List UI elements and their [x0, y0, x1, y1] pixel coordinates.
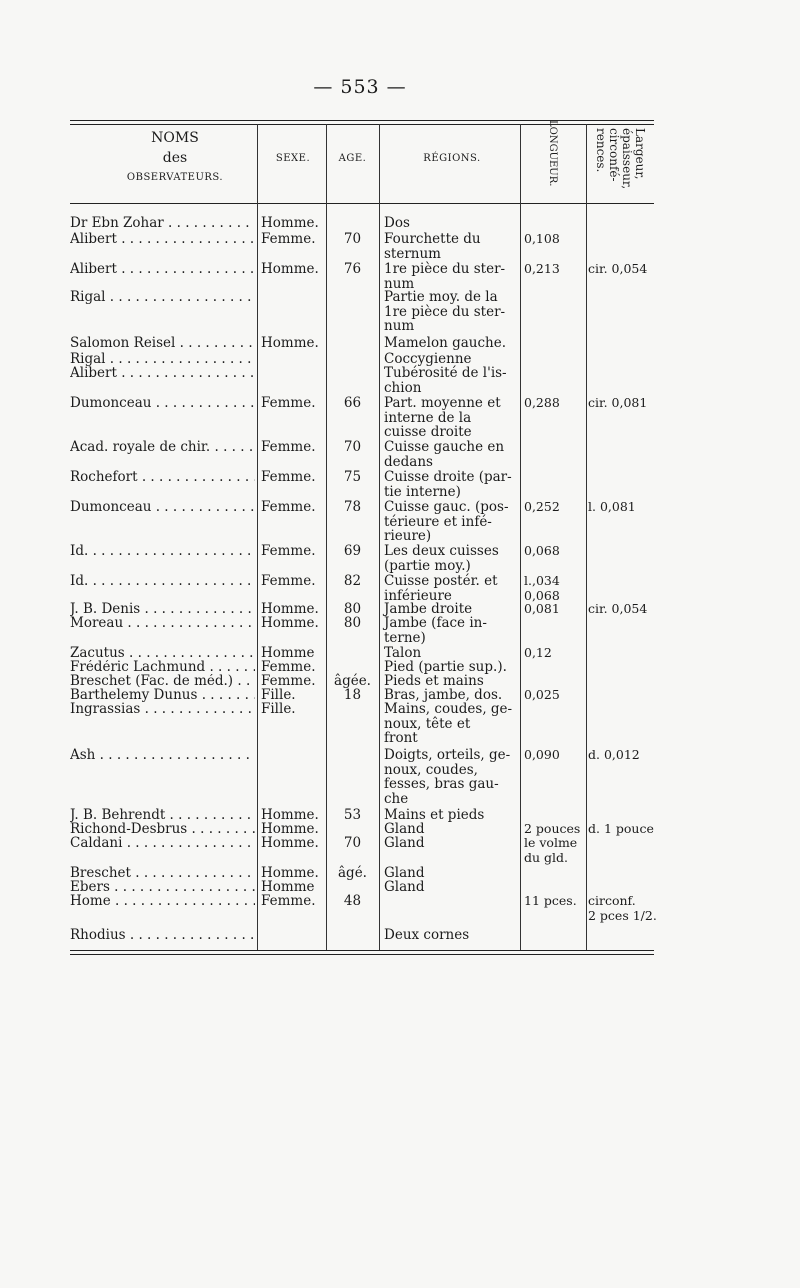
table-cell-longueur: 0,081	[524, 601, 560, 616]
table-cell-region: Cuisse droite (par- tie interne)	[384, 469, 512, 500]
table-cell-largeur: cir. 0,054	[588, 601, 648, 616]
table-cell-observer: Dumonceau . . .	[70, 396, 255, 411]
table-cell-longueur: 0,213	[524, 261, 560, 276]
table-cell-region: Gland	[384, 865, 425, 881]
table-bottom-rule	[70, 950, 654, 951]
table-cell-age: âgée.	[334, 673, 371, 689]
table-top-rule	[70, 120, 654, 121]
table-cell-longueur: 11 pces.	[524, 893, 577, 908]
table-cell-longueur: 0,068	[524, 543, 560, 558]
table-cell-sexe: Femme.	[261, 231, 316, 247]
column-divider	[520, 124, 521, 950]
table-cell-observer: Ebers . . .	[70, 880, 255, 895]
table-cell-observer: Id. . . .	[70, 574, 255, 589]
table-cell-sexe: Femme.	[261, 573, 316, 589]
table-cell-observer: Dr Ebn Zohar . . .	[70, 216, 255, 231]
table-cell-observer: Zacutus . . .	[70, 646, 255, 661]
table-cell-observer: Ash . . .	[70, 748, 255, 763]
table-cell-observer: Rochefort . . .	[70, 470, 255, 485]
table-cell-longueur: 0,288	[524, 395, 560, 410]
column-divider	[586, 124, 587, 950]
table-cell-largeur: cir. 0,054	[588, 261, 648, 276]
table-cell-longueur: 0,12	[524, 645, 552, 660]
table-cell-longueur: l.,034 0,068	[524, 573, 560, 603]
table-cell-sexe: Homme.	[261, 821, 319, 837]
table-cell-longueur: le volme du gld.	[524, 835, 578, 865]
table-cell-region: Cuisse gauche en dedans	[384, 439, 505, 470]
table-cell-sexe: Homme	[261, 879, 315, 895]
table-cell-region: Gland	[384, 879, 425, 895]
table-cell-region: Gland	[384, 835, 425, 851]
table-cell-region: Jambe (face in- terne)	[384, 615, 487, 646]
table-cell-sexe: Homme	[261, 645, 315, 661]
table-cell-observer: Moreau . . .	[70, 616, 255, 631]
table-cell-sexe: Homme.	[261, 865, 319, 881]
table-cell-region: Fourchette du sternum	[384, 231, 481, 262]
table-cell-sexe: Fille.	[261, 701, 296, 717]
table-cell-region: Cuisse postér. et inférieure	[384, 573, 498, 604]
table-cell-longueur: 0,090	[524, 747, 560, 762]
table-cell-age: 18	[343, 687, 362, 703]
table-cell-region: Coccygienne	[384, 351, 472, 367]
table-cell-observer: Salomon Reisel . . .	[70, 336, 255, 351]
table-bottom-rule-outer	[70, 954, 654, 955]
header-age: AGE.	[338, 153, 367, 164]
table-cell-observer: Id. . . .	[70, 544, 255, 559]
table-cell-region: Jambe droite	[384, 601, 473, 617]
table-cell-longueur: 0,108	[524, 231, 560, 246]
table-cell-region: Mains et pieds	[384, 807, 485, 823]
table-cell-region: 1re pièce du ster- num	[384, 261, 506, 292]
table-cell-age: âgé.	[338, 865, 367, 881]
table-cell-observer: Rigal . . .	[70, 290, 255, 305]
table-cell-sexe: Homme.	[261, 835, 319, 851]
table-cell-sexe: Homme.	[261, 615, 319, 631]
table-cell-observer: Barthelemy Dunus . . .	[70, 688, 255, 703]
table-cell-largeur: circonf. 2 pces 1/2.	[588, 893, 657, 923]
table-cell-region: Pied (partie sup.).	[384, 659, 507, 675]
table-cell-largeur: l. 0,081	[588, 499, 636, 514]
table-cell-observer: Alibert . . .	[70, 232, 255, 247]
table-cell-region: Mains, coudes, ge- noux, tête et front	[384, 701, 513, 746]
table-cell-age: 48	[343, 893, 362, 909]
header-noms-line2: des	[162, 150, 188, 166]
table-cell-sexe: Femme.	[261, 543, 316, 559]
table-cell-age: 76	[343, 261, 362, 277]
table-cell-age: 80	[343, 601, 362, 617]
table-cell-sexe: Homme.	[261, 601, 319, 617]
table-cell-observer: Breschet . . .	[70, 866, 255, 881]
table-cell-region: Dos	[384, 215, 410, 231]
table-cell-region: Talon	[384, 645, 422, 661]
table-cell-longueur: 0,025	[524, 687, 560, 702]
table-cell-age: 69	[343, 543, 362, 559]
table-cell-region: Part. moyenne et interne de la cuisse droite	[384, 395, 501, 440]
table-cell-sexe: Femme.	[261, 893, 316, 909]
header-noms	[95, 128, 255, 188]
table-cell-sexe: Fille.	[261, 687, 296, 703]
page-number: — 553 —	[313, 76, 407, 98]
table-cell-largeur: d. 1 pouce	[588, 821, 654, 836]
table-cell-region: Doigts, orteils, ge- noux, coudes, fesses, bras gau- che	[384, 747, 511, 807]
table-cell-observer: Rhodius . . .	[70, 928, 255, 943]
table-cell-age: 70	[343, 835, 362, 851]
table-cell-observer: Alibert . . .	[70, 262, 255, 277]
header-noms-line3: OBSERVATEURS.	[126, 172, 224, 183]
table-cell-sexe: Femme.	[261, 673, 316, 689]
table-cell-region: Tubérosité de l'is- chion	[384, 365, 507, 396]
table-cell-region: Mamelon gauche.	[384, 335, 507, 351]
table-cell-age: 80	[343, 615, 362, 631]
table-cell-observer: Dumonceau . . .	[70, 500, 255, 515]
column-divider	[326, 124, 327, 950]
table-cell-observer: Caldani . . .	[70, 836, 255, 851]
header-bottom-rule	[70, 203, 654, 204]
table-cell-sexe: Homme.	[261, 335, 319, 351]
table-cell-observer: Ingrassias . . .	[70, 702, 255, 717]
table-cell-observer: Frédéric Lachmund . . .	[70, 660, 255, 675]
table-cell-age: 66	[343, 395, 362, 411]
header-largeur: Largeur, épaisseur, circonfé- rences.	[594, 128, 647, 190]
table-cell-observer: J. B. Denis . . .	[70, 602, 255, 617]
table-cell-region: Pieds et mains	[384, 673, 484, 689]
table-cell-age: 78	[343, 499, 362, 515]
table-cell-observer: Acad. royale de chir. . . .	[70, 440, 255, 455]
table-cell-sexe: Homme.	[261, 215, 319, 231]
table-cell-region: Partie moy. de la 1re pièce du ster- num	[384, 289, 506, 334]
table-cell-largeur: d. 0,012	[588, 747, 640, 762]
table-cell-region: Cuisse gauc. (pos- térieure et infé- rieure)	[384, 499, 509, 544]
table-cell-sexe: Homme.	[261, 261, 319, 277]
table-cell-region: Les deux cuisses (partie moy.)	[384, 543, 499, 574]
table-cell-longueur: 2 pouces	[524, 821, 581, 836]
column-divider	[379, 124, 380, 950]
table-cell-observer: Alibert . . .	[70, 366, 255, 381]
header-noms-line1: NOMS	[151, 130, 199, 146]
table-cell-age: 82	[343, 573, 362, 589]
table-cell-sexe: Femme.	[261, 469, 316, 485]
table-cell-longueur: 0,252	[524, 499, 560, 514]
table-cell-age: 70	[343, 439, 362, 455]
table-cell-sexe: Femme.	[261, 499, 316, 515]
table-cell-sexe: Femme.	[261, 395, 316, 411]
table-cell-observer: Richond-Desbrus . . .	[70, 822, 255, 837]
table-cell-age: 75	[343, 469, 362, 485]
table-cell-largeur: cir. 0,081	[588, 395, 648, 410]
table-cell-observer: J. B. Behrendt . . .	[70, 808, 255, 823]
table-cell-observer: Rigal . . .	[70, 352, 255, 367]
header-sexe: SEXE.	[275, 153, 311, 164]
table-cell-observer: Breschet (Fac. de méd.) . . .	[70, 674, 255, 689]
header-regions: RÉGIONS.	[423, 153, 481, 164]
table-cell-sexe: Homme.	[261, 807, 319, 823]
table-cell-observer: Home . . .	[70, 894, 255, 909]
header-longueur: LONGUEUR.	[547, 120, 558, 187]
column-divider	[257, 124, 258, 950]
table-cell-sexe: Femme.	[261, 439, 316, 455]
table-cell-region: Gland	[384, 821, 425, 837]
table-cell-region: Bras, jambe, dos.	[384, 687, 503, 703]
table-cell-age: 70	[343, 231, 362, 247]
table-cell-age: 53	[343, 807, 362, 823]
table-cell-sexe: Femme.	[261, 659, 316, 675]
table-cell-region: Deux cornes	[384, 927, 470, 943]
table-top-rule-inner	[70, 124, 654, 125]
